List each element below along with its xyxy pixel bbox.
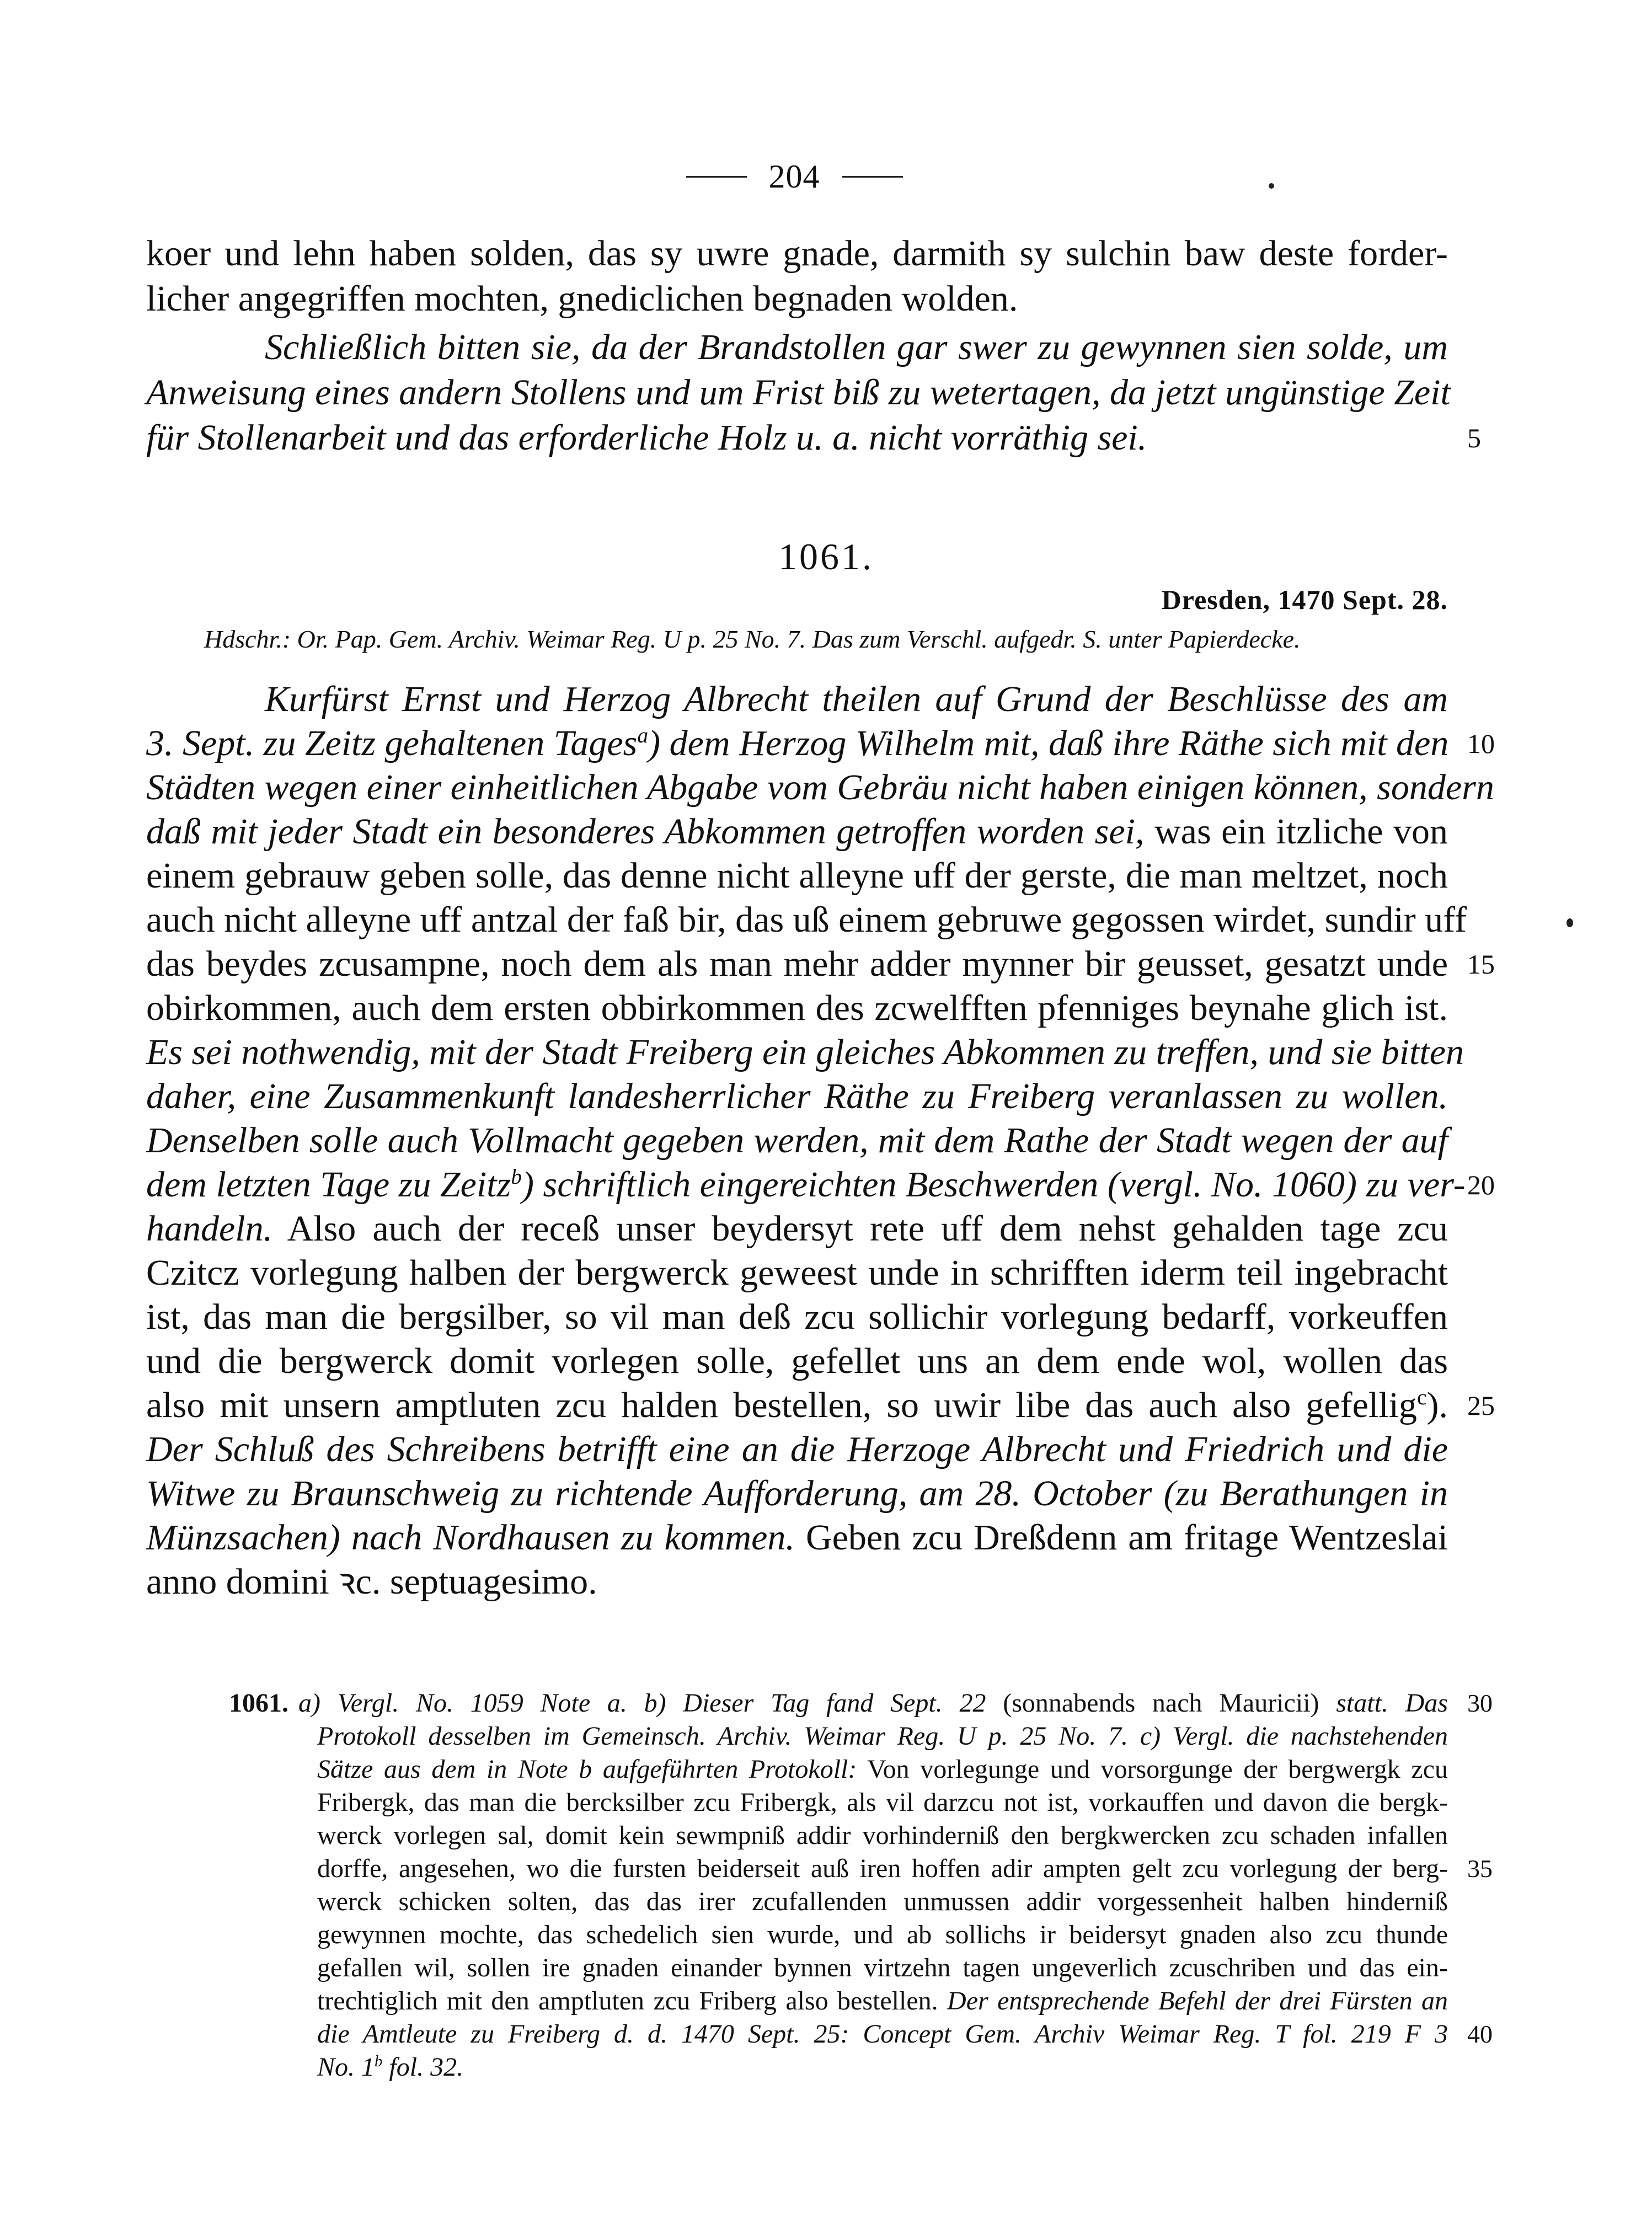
line-number: 30	[1467, 1689, 1493, 1717]
page-header	[651, 154, 938, 199]
footnote-line: dorffe, angesehen, wo die fursten beiderseit auß iren hoffen adir ampten gelt zcu vorlegung der berg-	[317, 1854, 1448, 1883]
body-line: Der Schluß des Schreibens betrifft eine an die Herzoge Albrecht und Friedrich und die	[146, 1429, 1448, 1469]
footnote-line: trechtiglich mit den amptluten zcu Friberg also bestellen. Der entsprechende Befehl der drei Fürsten an	[317, 1986, 1448, 2016]
line-number: 40	[1467, 2020, 1493, 2048]
body-line: Kurfürst Ernst und Herzog Albrecht theilen auf Grund der Beschlüsse des am	[265, 679, 1448, 719]
footnote-line: 1061. a) Vergl. No. 1059 Note a. b) Dieser Tag fand Sept. 22 (sonnabends nach Mauricii) statt. Das	[229, 1688, 1448, 1718]
body-line: Münzsachen) nach Nordhausen zu kommen. Geben zcu Dreßdenn am fritage Wentzeslai	[146, 1517, 1448, 1558]
footnote-line: werck vorlegen sal, domit kein sewmpniß addir vorhinderniß den bergkwercken zcu schaden infallen	[317, 1821, 1448, 1850]
body-line: Witwe zu Braunschweig zu richtende Aufforderung, am 28. October (zu Berathungen in	[146, 1473, 1448, 1514]
intro-line: für Stollenarbeit und das erforderliche Holz u. a. nicht vorräthig sei.	[146, 418, 1147, 458]
body-line: obirkommen, auch dem ersten obbirkommen des zcwelfften pfenniges beynahe glich ist.	[146, 988, 1448, 1028]
footnote-line: die Amtleute zu Freiberg d. d. 1470 Sept. 25: Concept Gem. Archiv Weimar Reg. T fol. 219 F 3	[317, 2019, 1448, 2049]
intro-line: koer und lehn haben solden, das sy uwre gnade, darmith sy sulchin baw deste forder-	[146, 233, 1448, 274]
body-line: daher, eine Zusammenkunft landesherrlicher Räthe zu Freiberg veranlassen zu wollen.	[146, 1076, 1448, 1116]
footnote-line: Sätze aus dem in Note b aufgeführten Protokoll: Von vorlegunge und vorsorgunge der bergwergk zcu	[317, 1755, 1448, 1784]
footnote-line: gewynnen mochte, das schedelich sien wurde, und ab sollichs ir beidersyt gnaden also zcu thunde	[317, 1920, 1448, 1949]
print-speck	[1269, 183, 1274, 189]
document-number: 1061.	[778, 536, 874, 578]
line-number: 15	[1467, 949, 1495, 980]
body-line: 3. Sept. zu Zeitz gehaltenen Tages$^a$) dem Herzog Wilhelm mit, daß ihre Räthe sich mit den	[146, 723, 1449, 763]
body-line: Es sei nothwendig, mit der Stadt Freiberg ein gleiches Abkommen zu treffen, und sie bitten	[146, 1032, 1464, 1072]
print-speck	[1567, 918, 1573, 927]
line-number: 10	[1467, 728, 1495, 759]
footnote-line: Protokoll desselben im Gemeinsch. Archiv. Weimar Reg. U p. 25 No. 7. c) Vergl. die nachstehenden	[317, 1722, 1448, 1751]
footnote-label: 1061.	[229, 1688, 288, 1718]
header-rule-left	[686, 176, 747, 178]
page-number: 204	[768, 158, 820, 195]
body-line: ist, das man die bergsilber, so vil man deß zcu sollichir vorlegung bedarff, vorkeuffen	[146, 1297, 1448, 1337]
body-line: und die bergwerck domit vorlegen solle, gefellet uns an dem ende wol, wollen das	[146, 1341, 1448, 1381]
body-line: auch nicht alleyne uff antzal der faß bir, das uß einem gebruwe gegossen wirdet, sundir uff	[146, 900, 1467, 940]
line-number: 20	[1467, 1169, 1495, 1200]
line-number: 25	[1467, 1390, 1495, 1421]
intro-line: Schließlich bitten sie, da der Brandstollen gar swer zu gewynnen sien solde, um	[265, 327, 1448, 367]
body-line: daß mit jeder Stadt ein besonderes Abkommen getroffen worden sei, was ein itzliche von	[146, 811, 1448, 852]
body-line: also mit unsern amptluten zcu halden bestellen, so uwir libe das auch also gefellig$^c$).	[146, 1385, 1448, 1425]
body-line: Czitcz vorlegung halben der bergwerck geweest unde in schrifften iderm teil ingebracht	[146, 1253, 1448, 1293]
intro-line: Anweisung eines andern Stollens und um Frist biß zu wetertagen, da jetzt ungünstige Zeit	[146, 372, 1451, 413]
footnote-line: Fribergk, das man die bercksilber zcu Fribergk, als vil darzcu not ist, vorkauffen und davon die bergk-	[317, 1788, 1448, 1817]
body-line: dem letzten Tage zu Zeitz$^b$) schriftlich eingereichten Beschwerden (vergl. No. 1060) zu ver-	[146, 1164, 1466, 1205]
footnote-line: No. 1$^b$ fol. 32.	[317, 2052, 464, 2082]
body-line: anno domini ꝛc. septuagesimo.	[146, 1562, 597, 1602]
footnote-line: werck schicken solten, das das irer zcufallenden unmussen addir vorgessenheit halben hinderniß	[317, 1887, 1448, 1916]
line-number: 35	[1467, 1854, 1493, 1883]
intro-line: licher angegriffen mochten, gnediclichen begnaden wolden.	[146, 279, 1018, 319]
line-number: 5	[1467, 423, 1481, 453]
body-line: einem gebrauw geben solle, das denne nicht alleyne uff der gerste, die man meltzet, noch	[146, 856, 1448, 896]
body-line: Denselben solle auch Vollmacht gegeben werden, mit dem Rathe der Stadt wegen der auf	[146, 1120, 1448, 1161]
document-source: Hdschr.: Or. Pap. Gem. Archiv. Weimar Reg. U p. 25 No. 7. Das zum Verschl. aufgedr. S. unter Papierdecke.	[204, 625, 1301, 653]
body-line: Städten wegen einer einheitlichen Abgabe vom Gebräu nicht haben einigen können, sondern	[146, 767, 1494, 808]
body-line: das beydes zcusampne, noch dem als man mehr adder mynner bir geusset, gesatzt unde	[146, 944, 1448, 984]
body-line: handeln. Also auch der receß unser beydersyt rete uff dem nehst gehalden tage zcu	[146, 1209, 1448, 1249]
footnote-line: gefallen wil, sollen ire gnaden einander bynnen virtzehn tagen ungeverlich zcuschriben und das ein-	[317, 1953, 1448, 1982]
header-rule-right	[842, 176, 903, 178]
document-place-date: Dresden, 1470 Sept. 28.	[1161, 584, 1448, 615]
